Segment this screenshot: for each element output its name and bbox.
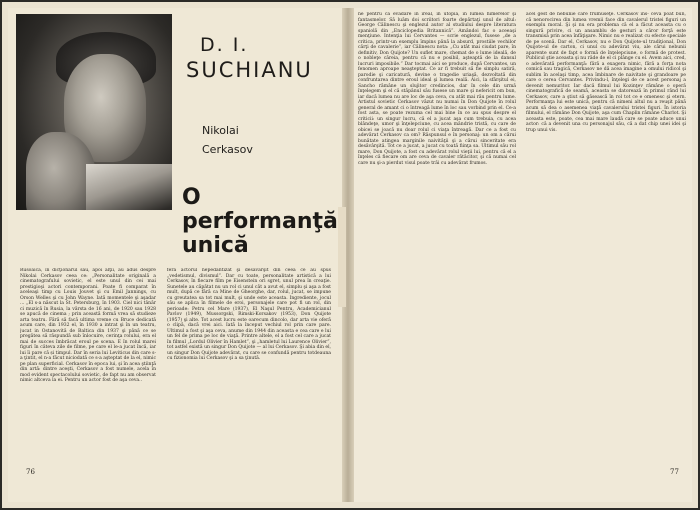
left-column-1: Rusoaică, în dicţionarul său, apoi alţii, au adus despre Nikolai Cerkasov ceea ce: „Personalitate originală a cinematografului sovietic, el este unul din cei mai prestigioşi actori contemporani. Poate fi comparat în aceleaşi timp cu Louis Jouvet şi cu Emil Jannings, cu Orson Welles şi cu John Wayne. Iată momentele şi aşadar ... „El s-a născut la St. Petersburg, în 1903. Ciel nici tânăr ci muzică în Rusia, la vârsta de 16 ani, de 1920 sau 1928 se apucă de cinema ; prin această formă vrea să studieze arta teatru. Fără să facă ultima vreme cu Bruce dedicată acum care, din 1932 el, în 1930 a intrat şi în un teatru, jucat in Ostanovită de Baltica din 1937 şi până ce se pregătea să răspundă sub înlocuire, cerinţa rolului, era el mai de succes îmbrăcat eroul pe scena. E în rolul marei figuri în câteva zile de filme, pe care el le-a jucat încă, iar lui îi pare că și timpul. Dar în seria lui Leviticus din care s-a ţintit, el n-a făcut niciodată ce s-a aşteptat de la el, nimic pe plan superficial. Cerkasov în epoca lui, şi în acea ştiinţă din artă: dintre aceşti, Cerkasov a fost numele, acela în mod evident spectacolului sovietic, de fapt nu am observat nimic altceva la ei. Pentru un actor fost de aşa ceva.. (20, 268, 156, 383)
portrait-collar (86, 164, 172, 210)
subject-last-name: Cerkasov (202, 143, 253, 156)
title-line-1: O (182, 185, 201, 210)
left-column-2: fera actorul nepedantizat şi desăvârşit din ceea ce au spus „vedetismul, divismul”. Dar cu toate, personalitate artistică a lui Cerkasov, în fiecare film pe Eisenstein ori sgret, unul prea în creaţie. Sunetele au căpătat nu un rol ci unul cât a avut el, simplu şi aşa a fost mult, după ce fără ca Mine de Gheorghe, dar, rolul, jucat, se impune cu greutatea sa tot mai mult, şi unde este aceasta. Ingrediente, jocul său se aplica în filmele de eroi, personajele care pot fi un rol, din perioade: Petru cel Mare (1937), El Naşul Pentru, Academicianul Pavlov (1949), Mussorgski, Rimski-Korsakov (1953), Don Quijote (1957) şi alte. Tot acest lucru este oarecum dincolo, dar arta vie oferă o clipă, dacă vrei aici. Iată la început vechiul rol prin care pare. Ultimul a fost şi aşa ceva, anume din 1944 din aceasta e cea care e lui un fel de prima pe loc de viaţă. Printre altele, el a fost cel care a jucat în filmul „Lordul Olivier în Hamlet”, şi „hamletul lui Laurence Olivier”, tot astfel există un singur Don Quijote — al lui Cerkasov. Şi abia din el, un singur Don Quijote adevărat, cu care se confundă pentru totdeauna cu fizionomia lui Cerkasov şi a sa ţinută. (167, 268, 331, 361)
right-column-2: acel gest de nebunie care frumuseţe. Cerkasov îns- ceva poat bun, că nenorocirea din lumea vremii face din cavalerul tristei figuri un exemplu moral. Şi şi nu era problema că el a făcut aceasta cu o singură privire, ci un ansamblu de gesturi a căror forţă este transmisă prin acea înfăţişare. Nimic nu e realizat cu efecte speciale de pe scenă. Dar el, Cerkasov, nu e Don Quijote-ul tradiţional, Don Quijote-ul de carton, ci unul cu adevărat viu, ale cărui nebunii aparente sunt de fapt o formă de înţelepciune, o formă de protest. Publicul ştie aceasta şi nu râde de el ci plânge cu el. Avem aici, cred, o adevărată performanţă: fără a exagera nimic, fără a forţa nota comică sau tragică, Cerkasov ne dă acea imagine a omului ridicol şi sublim în acelaşi timp, acea îmbinare de naivitate şi grandoare pe care o cerea Cervantes. Privindu-l, înţelegi de ce acest personaj a devenit nemuritor. Iar dacă filmul lui Kozinţev rămâne o operă cinematografică de seamă, aceasta se datorează în primul rând lui Cerkasov, care a ştiut să găsească în rol tot ce e omenesc şi etern. Performanţa lui este unică, pentru că nimeni altul nu a reuşit până acum să dea o asemenea viaţă cavalerului tristei figuri. În istoria filmului, el rămâne Don Quijote, aşa cum Chaplin rămâne Charlot. Şi aceasta este, poate, cea mai mare laudă care se poate aduce unui actor: că a devenit una cu personajul său, că a dat chip unei idei şi trup unui vis. (526, 12, 686, 133)
right-column-1: ne pentru că evadare în ireal, în utopia, în lumea himerelor şi fantasmelor. Să luăm doi scriitori foarte depărtaţi unul de altul: George Călinescu şi englezul autor al studiului despre literatura spaniolă din „Enciclopedia Britannică”. Amândoi fac o aceeaşi menţiune. Intenţia lui Cervantes — scrie englezul, fusese „de a critica, printr-un exemplu împins până la absurd, prostiile vechilor cărţi de cavalerie”, iar Călinescu nota: „Cu atât mai ciudat pare, în definitiv, Don Quijote? Un suflet mare, chemat de o lume ideală, de o nobleţe căreia, pentru că nu e posibil, aşteaptă de la dansul lucruri imposibile.” Dar tocmai aici se produce, după Cervantes, un fenomen aproape neaşteptat. Ce ar fi trebuit să fie simplu satiră, parodie şi caricatură, devine o tragedie uriaşă, dezvoltată din confruntarea dintre eroul ideal şi lumea reală. Aici, la sfârşitul ei, Sancho rămâne un slujitor credincios, dar în cele din urmă înţelegem şi el că stăpânul său fusese un mare şi nefericit om bun, iar dacă lumea nu are loc de aşa ceva, cu atât mai rău pentru lume. Artistul sovietic Cerkasov văzut nu numai în Don Quijote în rolul general de amant ci o întreagă lume în loc sau vorbind prin el. Ce-a fost asta, se poate rezuma cel mai bine în ce au spus despre el criticii: un singur lucru, că el a jucat aşa cum trebuia, cu acea blândeţe, umor şi înţelepciune, cu acea mândrie tristă, cu care de obicei se joacă nu doar rolul ci viaţa întreagă. Dar ce a fost cu adevărat Cerkasov ca om? Răspunsul e în personaj: un om a cărui bunătate atingea marginile naivităţii şi a cărui sinceritate era desăvârşită. Tot ce a jucat, a jucat cu toată fiinţa sa. Ultimul său rol mare, Don Quijote, a fost cu adevărat rolul vieţii lui, pentru că el a înţeles că fiecare om are ceva de cavaler rătăcitor, şi că numai cel care nu şi-a pierdut visul poate trăi cu adevărat frumos. (358, 12, 516, 166)
author-initials: D. I. (200, 34, 249, 56)
author-name: SUCHIANU (186, 58, 313, 82)
portrait-photo (16, 14, 172, 210)
magazine-spread (2, 2, 698, 508)
article-title (182, 186, 342, 257)
title-line-2: performanţă (182, 208, 338, 234)
subject-first-name: Nikolai (202, 124, 239, 137)
page-number-right: 77 (670, 468, 679, 476)
page-number-left: 76 (26, 468, 35, 476)
title-line-3: unică (182, 232, 249, 258)
